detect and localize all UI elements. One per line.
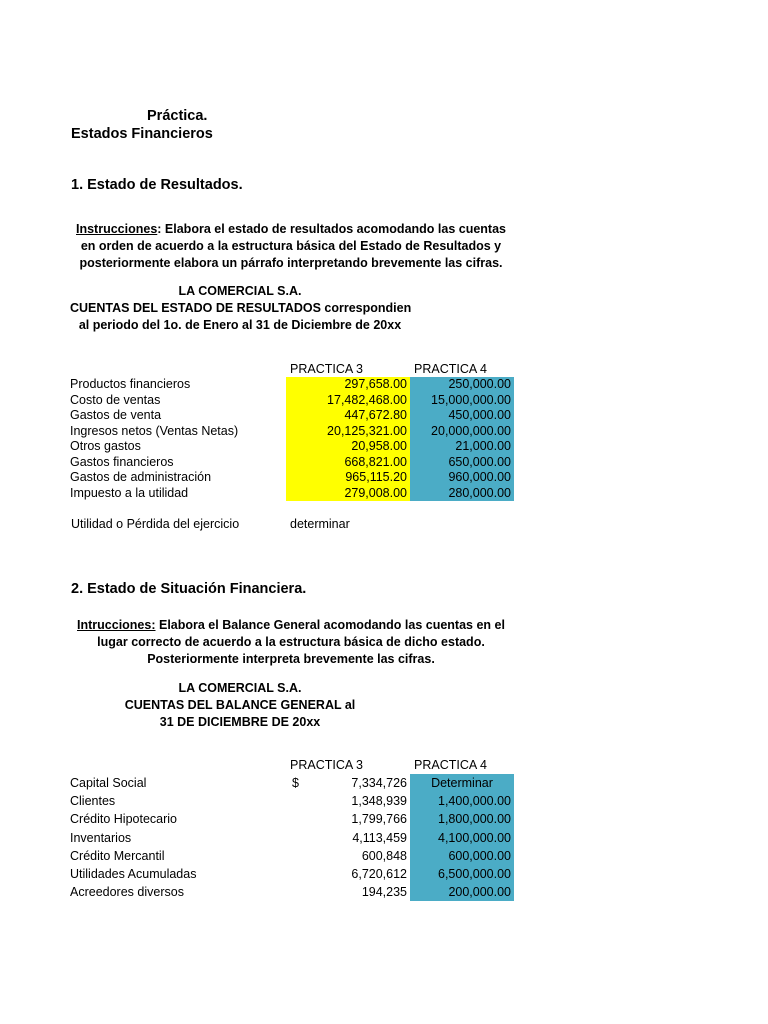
table-row: [70, 393, 520, 409]
section1-instr-label: Instrucciones: [76, 222, 158, 236]
section1-result-value: determinar: [290, 517, 350, 531]
table-row: [70, 774, 520, 792]
practica3-value: 600,848: [361, 848, 407, 863]
table-row: [70, 455, 520, 471]
table-row: [70, 865, 520, 883]
practica3-value: 20,125,321.00: [286, 424, 410, 440]
table-row: [70, 847, 520, 865]
table-row: [70, 883, 520, 901]
section1-instructions: Instrucciones: Elabora el estado de resultados acomodando las cuentas en orden de acuerdo a la estructura básica del Estado de Resultados y posteriormente elabora un párrafo interpretando brevemente las cifras.: [76, 222, 506, 270]
section2-caption: LA COMERCIAL S.A. CUENTAS DEL BALANCE GENERAL al 31 DE DICIEMBRE DE 20xx: [70, 680, 410, 731]
row-label: Productos financieros: [70, 377, 191, 391]
table-row: [70, 424, 520, 440]
section1-company: LA COMERCIAL S.A.: [178, 284, 302, 298]
practica3-value: 297,658.00: [286, 377, 410, 393]
currency-symbol: $: [292, 776, 299, 790]
practica3-value: 194,235: [361, 885, 407, 900]
table-row: [70, 810, 520, 828]
page-title: Práctica.: [147, 108, 208, 124]
practica4-value: 1,800,000.00: [410, 810, 514, 828]
practica4-value: 450,000.00: [410, 408, 514, 424]
section1-col4-header: PRACTICA 4: [414, 362, 487, 376]
practica4-value: 21,000.00: [410, 439, 514, 455]
row-label: Utilidades Acumuladas: [70, 867, 197, 881]
table-row: [70, 439, 520, 455]
row-label: Gastos de venta: [70, 408, 162, 422]
row-label: Impuesto a la utilidad: [70, 485, 189, 500]
row-label: Gastos financieros: [70, 454, 174, 469]
practica4-value: 960,000.00: [410, 470, 514, 486]
row-label: Crédito Hipotecario: [70, 812, 177, 827]
practica3-value: 1,799,766: [351, 812, 407, 827]
practica3-value: 4,113,459: [352, 830, 407, 845]
practica4-value: 600,000.00: [410, 847, 514, 865]
page-subtitle: Estados Financieros: [71, 126, 213, 142]
row-label: Ingresos netos (Ventas Netas): [70, 423, 239, 438]
row-label: Acreedores diversos: [70, 885, 184, 900]
row-label: Inventarios: [70, 830, 132, 845]
section2-company: LA COMERCIAL S.A.: [178, 681, 302, 695]
practica4-value: 280,000.00: [410, 486, 514, 502]
table-row: [70, 408, 520, 424]
row-label: Otros gastos: [70, 439, 141, 453]
practica4-value: 4,100,000.00: [410, 829, 514, 847]
practica3-value: 7,334,726: [351, 776, 407, 790]
practica4-value: 20,000,000.00: [410, 424, 514, 440]
practica3-value: 17,482,468.00: [286, 393, 410, 409]
practica3-value: 279,008.00: [286, 486, 410, 502]
row-label: Capital Social: [70, 776, 147, 790]
section2-heading: 2. Estado de Situación Financiera.: [71, 581, 307, 597]
section1-heading: 1. Estado de Resultados.: [71, 177, 243, 193]
section2-instr-label: Intrucciones:: [77, 618, 156, 632]
table-row: [70, 792, 520, 810]
section2-col3-header: PRACTICA 3: [290, 758, 363, 772]
practica4-value: 15,000,000.00: [410, 393, 514, 409]
row-label: Costo de ventas: [70, 392, 161, 407]
practica4-value: 650,000.00: [410, 455, 514, 471]
row-label: Clientes: [70, 794, 116, 809]
row-label: Gastos de administración: [70, 470, 212, 484]
practica3-value: 1,348,939: [351, 794, 407, 809]
practica3-value: 447,672.80: [286, 408, 410, 424]
table-row: [70, 486, 520, 502]
practica4-value: 6,500,000.00: [410, 865, 514, 883]
practica4-value: 200,000.00: [410, 883, 514, 901]
row-label: Crédito Mercantil: [70, 848, 165, 863]
section1-result-label: Utilidad o Pérdida del ejercicio: [71, 517, 240, 531]
section2-instructions: Intrucciones: Elabora el Balance General acomodando las cuentas en el lugar correcto de acuerdo a la estructura básica de dicho estado. Posteriormente interpreta brevemente las cifras.: [77, 618, 505, 666]
table-row: [70, 470, 520, 486]
practica4-value: 250,000.00: [410, 377, 514, 393]
table-row: [70, 377, 520, 393]
practica3-value: 668,821.00: [286, 455, 410, 471]
section1-col3-header: PRACTICA 3: [290, 362, 363, 376]
practica3-value: 20,958.00: [286, 439, 410, 455]
section1-caption: LA COMERCIAL S.A. CUENTAS DEL ESTADO DE RESULTADOS correspondien al periodo del 1o. de Enero al 31 de Diciembre de 20xx: [70, 284, 412, 332]
table-row: [70, 829, 520, 847]
practica3-value: 965,115.20: [286, 470, 410, 486]
practica3-value: 6,720,612: [351, 867, 407, 881]
section2-col4-header: PRACTICA 4: [414, 758, 487, 772]
practica4-value: Determinar: [410, 774, 514, 792]
practica4-value: 1,400,000.00: [410, 792, 514, 810]
